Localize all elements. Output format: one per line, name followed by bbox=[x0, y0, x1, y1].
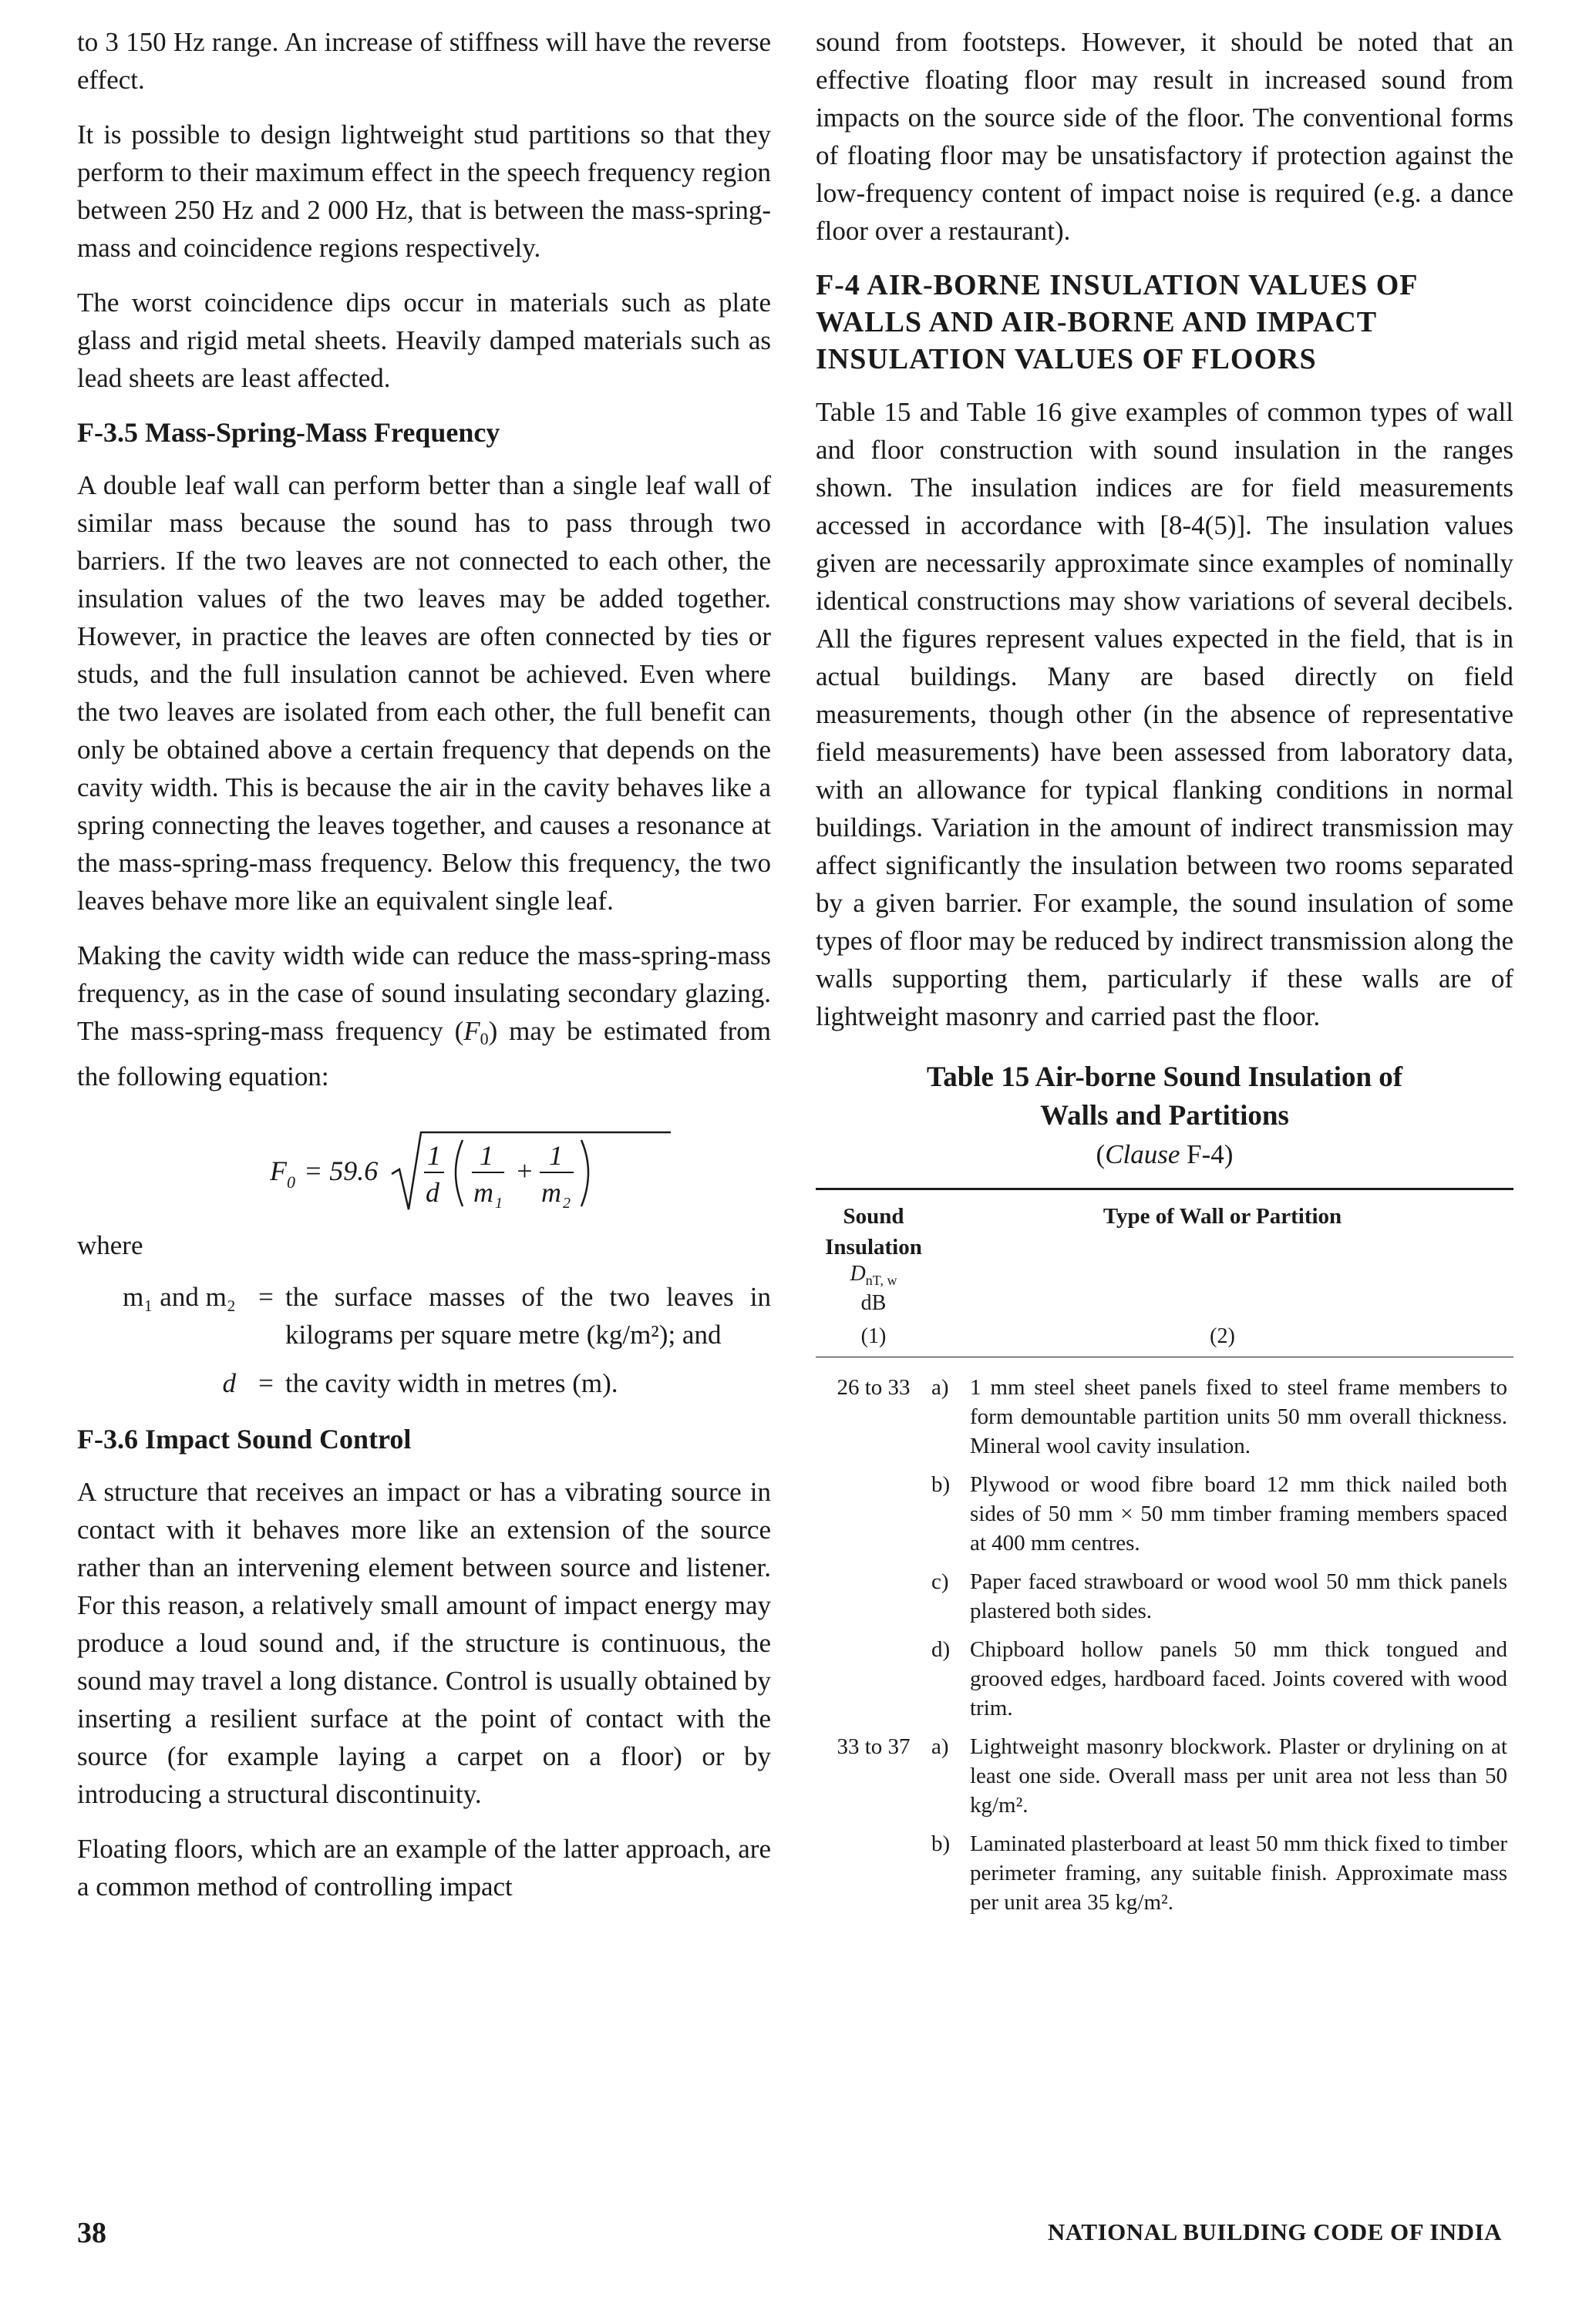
definition-equals: = bbox=[258, 1282, 274, 1312]
table-caption bbox=[816, 1058, 1513, 1135]
f0-subscript: 0 bbox=[480, 1029, 489, 1048]
eq-m2: m bbox=[541, 1177, 561, 1208]
paragraph: A double leaf wall can perform better than a single leaf wall of similar mass because the sound has to pass through two barriers. If the two leaves are not connected to each other, the insulation values of the two leaves may be added together. However, in practice the leaves are often connected by ties or studs, and the full insulation cannot be achieved. Even where the two leaves are isolated from each other, the full benefit can only be obtained above a certain frequency that depends on the cavity width. This is because the air in the cavity behaves like a spring connecting the leaves together, and causes a resonance at the mass-spring-mass frequency. Below this frequency, the two leaves behave more like an equivalent single leaf. bbox=[77, 470, 771, 916]
table-caption-line: Walls and Partitions bbox=[1040, 1100, 1289, 1132]
row-text: Chipboard hollow panels 50 mm thick tongued and grooved edges, hardboard faced. Joints covered with wood trim. bbox=[970, 1637, 1507, 1720]
right-paren bbox=[581, 1140, 588, 1206]
text-run: ) may be estimated from the following equation: bbox=[77, 1016, 772, 1091]
paragraph-equation-intro bbox=[77, 937, 771, 1095]
left-column bbox=[77, 23, 771, 1922]
where-label: where bbox=[77, 1230, 143, 1260]
clause-ref: F-4 bbox=[1187, 1139, 1224, 1169]
table-body bbox=[816, 1357, 1513, 1917]
col1-header: Sound Insulation bbox=[825, 1204, 922, 1260]
col2-number: (2) bbox=[1210, 1324, 1235, 1348]
table-clause: (Clause F-4) bbox=[1096, 1139, 1234, 1169]
definition-symbol: d bbox=[222, 1368, 236, 1398]
row-letter: b) bbox=[931, 1831, 951, 1856]
definition-text: the cavity width in metres (m). bbox=[285, 1368, 618, 1398]
eq-one: 1 bbox=[549, 1140, 563, 1171]
col2-header: Type of Wall or Partition bbox=[1103, 1204, 1342, 1229]
text-run: Making the cavity width wide can reduce the mass-spring-mass frequency, as in the case of sound insulating secondary glazing. The mass-spring-mass frequency ( bbox=[77, 940, 771, 1046]
definition-symbol: m₁ and m₂ bbox=[123, 1282, 236, 1312]
paragraph: It is possible to design lightweight stud partitions so that they perform to their maximum effect in the speech frequency region between 250 Hz and 2 000 Hz, that is between the mass-spring-mass and coincidence regions respectively. bbox=[77, 119, 771, 263]
paragraph: A structure that receives an impact or has a vibrating source in contact with it behaves more like an extension of the source rather than an intervening element between source and listener. For this reason, a relatively small amount of impact energy may produce a loud sound and, if the structure is continuous, the sound may travel a long distance. Control is usually obtained by inserting a resilient surface at the point of contact with the source (for example laying a carpet on a floor) or by introducing a structural discontinuity. bbox=[77, 1477, 771, 1809]
left-paren bbox=[456, 1140, 463, 1206]
equation-graphic bbox=[270, 1126, 671, 1219]
definition-text: the surface masses of the two leaves in kilograms per square metre (kg/m²); and bbox=[285, 1282, 771, 1350]
row-range: 33 to 37 bbox=[837, 1734, 911, 1759]
running-footer-title: NATIONAL BUILDING CODE OF INDIA bbox=[1047, 2218, 1502, 2245]
table-header-col2 bbox=[931, 1201, 1513, 1349]
table-row bbox=[816, 1635, 1513, 1723]
mass-spring-mass-equation bbox=[77, 1126, 771, 1219]
definition-row bbox=[77, 1364, 771, 1402]
paragraph: to 3 150 Hz range. An increase of stiffness will have the reverse effect. bbox=[77, 27, 771, 95]
table-row bbox=[816, 1829, 1513, 1917]
table-row bbox=[816, 1732, 1513, 1820]
paragraph: sound from footsteps. However, it should be noted that an effective floating floor may result in increased sound from impacts on the source side of the floor. The conventional forms of floating floor may be unsatisfactory if protection against the low-frequency content of impact noise is required (e.g. a dance floor over a restaurant). bbox=[816, 27, 1513, 246]
row-letter: b) bbox=[931, 1472, 951, 1497]
table-row bbox=[816, 1470, 1513, 1558]
row-range: 26 to 33 bbox=[837, 1375, 911, 1400]
unit-d: D bbox=[850, 1262, 866, 1286]
table-header-col1 bbox=[816, 1201, 931, 1349]
table-row bbox=[816, 1567, 1513, 1626]
row-text: 1 mm steel sheet panels fixed to steel frame members to form demountable partition units 50 mm overall thickness. Mineral wool cavity insulation. bbox=[970, 1375, 1507, 1458]
table-header bbox=[816, 1190, 1513, 1357]
row-range bbox=[816, 1829, 931, 1917]
eq-lhs-sub: 0 bbox=[287, 1172, 295, 1192]
eq-m1-sub: 1 bbox=[495, 1195, 503, 1212]
col1-unit: dB bbox=[860, 1291, 887, 1315]
eq-m2-sub: 2 bbox=[563, 1195, 571, 1212]
row-text: Laminated plasterboard at least 50 mm thick fixed to timber perimeter framing, any suitable finish. Approximate mass per unit area 35 kg/m². bbox=[970, 1831, 1507, 1915]
row-text: Plywood or wood fibre board 12 mm thick nailed both sides of 50 mm × 50 mm timber framing members spaced at 400 mm centres. bbox=[970, 1472, 1507, 1555]
eq-m1: m bbox=[473, 1177, 493, 1208]
definition-equals: = bbox=[258, 1368, 274, 1398]
section-heading-f35: F-3.5 Mass-Spring-Mass Frequency bbox=[77, 417, 500, 448]
row-letter: a) bbox=[931, 1375, 949, 1400]
table-caption-line: Table 15 Air-borne Sound Insulation of bbox=[926, 1061, 1403, 1093]
eq-lhs: F bbox=[270, 1155, 287, 1186]
row-letter: d) bbox=[931, 1637, 951, 1662]
eq-equals: = 59.6 bbox=[304, 1155, 379, 1186]
section-heading-f4: F-4 AIR-BORNE INSULATION VALUES OF WALLS AND AIR-BORNE AND IMPACT INSULATION VALUES OF FLOORS bbox=[816, 269, 1418, 375]
col1-number: (1) bbox=[860, 1324, 887, 1348]
eq-plus: + bbox=[515, 1155, 534, 1186]
eq-one: 1 bbox=[480, 1140, 493, 1171]
unit-subscript: nT, w bbox=[865, 1273, 897, 1288]
row-range bbox=[816, 1470, 931, 1558]
row-range bbox=[816, 1567, 931, 1626]
section-heading-f36: F-3.6 Impact Sound Control bbox=[77, 1424, 412, 1455]
eq-one: 1 bbox=[427, 1140, 441, 1171]
row-text: Lightweight masonry blockwork. Plaster or drylining on at least one side. Overall mass per unit area not less than 50 kg/m². bbox=[970, 1734, 1507, 1818]
f0-symbol: F bbox=[463, 1016, 480, 1046]
definition-row bbox=[77, 1278, 771, 1354]
right-column bbox=[816, 23, 1513, 1926]
eq-d: d bbox=[426, 1177, 439, 1208]
clause-label: Clause bbox=[1105, 1139, 1180, 1169]
col1-unit-symbol bbox=[816, 1263, 931, 1292]
paragraph: The worst coincidence dips occur in materials such as plate glass and rigid metal sheets. Heavily damped materials such as lead sheets are least affected. bbox=[77, 288, 771, 393]
page-number: 38 bbox=[77, 2217, 106, 2249]
row-text: Paper faced strawboard or wood wool 50 mm thick panels plastered both sides. bbox=[970, 1569, 1507, 1623]
table-row bbox=[816, 1373, 1513, 1461]
row-letter: c) bbox=[931, 1569, 949, 1594]
row-letter: a) bbox=[931, 1734, 949, 1759]
row-range bbox=[816, 1635, 931, 1723]
paragraph: Table 15 and Table 16 give examples of common types of wall and floor construction with sound insulation in the ranges shown. The insulation indices are for field measurements accessed in accordance with [8-4(5)]. The insulation values given are necessarily approximate since examples of nominally identical constructions may show variations of several decibels. All the figures represent values expected in the field, that is in actual buildings. Many are based directly on field measurements, though other (in the absence of representative field measurements) have been assessed from laboratory data, with an allowance for typical flanking conditions in normal buildings. Variation in the amount of indirect transmission may affect significantly the insulation between two rooms separated by a given barrier. For example, the sound insulation of some types of floor may be reduced by indirect transmission along the walls supporting them, particularly if these walls are of lightweight masonry and carried past the floor. bbox=[816, 397, 1513, 1031]
paragraph: Floating floors, which are an example of the latter approach, are a common method of controlling impact bbox=[77, 1834, 771, 1902]
